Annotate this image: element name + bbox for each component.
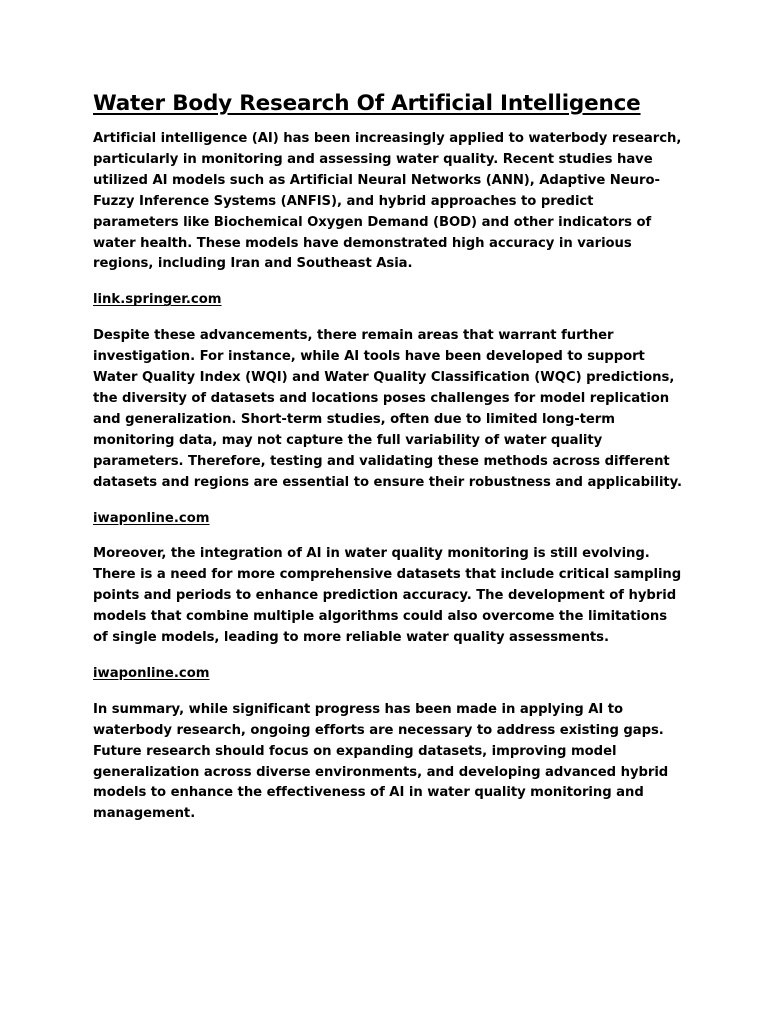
- document-page: [93, 89, 683, 840]
- paragraph-intro: Artificial intelligence (AI) has been increasingly applied to waterbody research, particularly in monitoring and assessing water quality. Recent studies have utilized AI models such as Artificial Neural Networks (ANN), Adaptive Neuro-Fuzzy Inference Systems (ANFIS), and hybrid approaches to predict parameters like Biochemical Oxygen Demand (BOD) and other indicators of water health. These models have demonstrated high accuracy in various regions, including Iran and Southeast Asia.: [93, 131, 682, 272]
- document-title: Water Body Research Of Artificial Intelligence: [93, 91, 641, 116]
- source-link-springer[interactable]: link.springer.com: [93, 292, 222, 308]
- source-link-iwaponline-2[interactable]: iwaponline.com: [93, 665, 210, 681]
- source-link-iwaponline-1[interactable]: iwaponline.com: [93, 510, 210, 526]
- paragraph-integration: Moreover, the integration of AI in water quality monitoring is still evolving. There is a need for more comprehensive datasets that include critical sampling points and periods to enhance prediction accuracy. The development of hybrid models that combine multiple algorithms could also overcome the limitations of single models, leading to more reliable water quality assessments.: [93, 546, 682, 646]
- paragraph-challenges: Despite these advancements, there remain areas that warrant further investigation. For instance, while AI tools have been developed to support Water Quality Index (WQI) and Water Quality Classification (WQC) predictions, the diversity of datasets and locations poses challenges for model replication and generalization. Short-term studies, often due to limited long-term monitoring data, may not capture the full variability of water quality parameters. Therefore, testing and validating these methods across different datasets and regions are essential to ensure their robustness and applicability.: [93, 328, 682, 490]
- paragraph-summary: In summary, while significant progress has been made in applying AI to waterbody research, ongoing efforts are necessary to address existing gaps. Future research should focus on expanding datasets, improving model generalization across diverse environments, and developing advanced hybrid models to enhance the effectiveness of AI in water quality monitoring and management.: [93, 701, 669, 822]
